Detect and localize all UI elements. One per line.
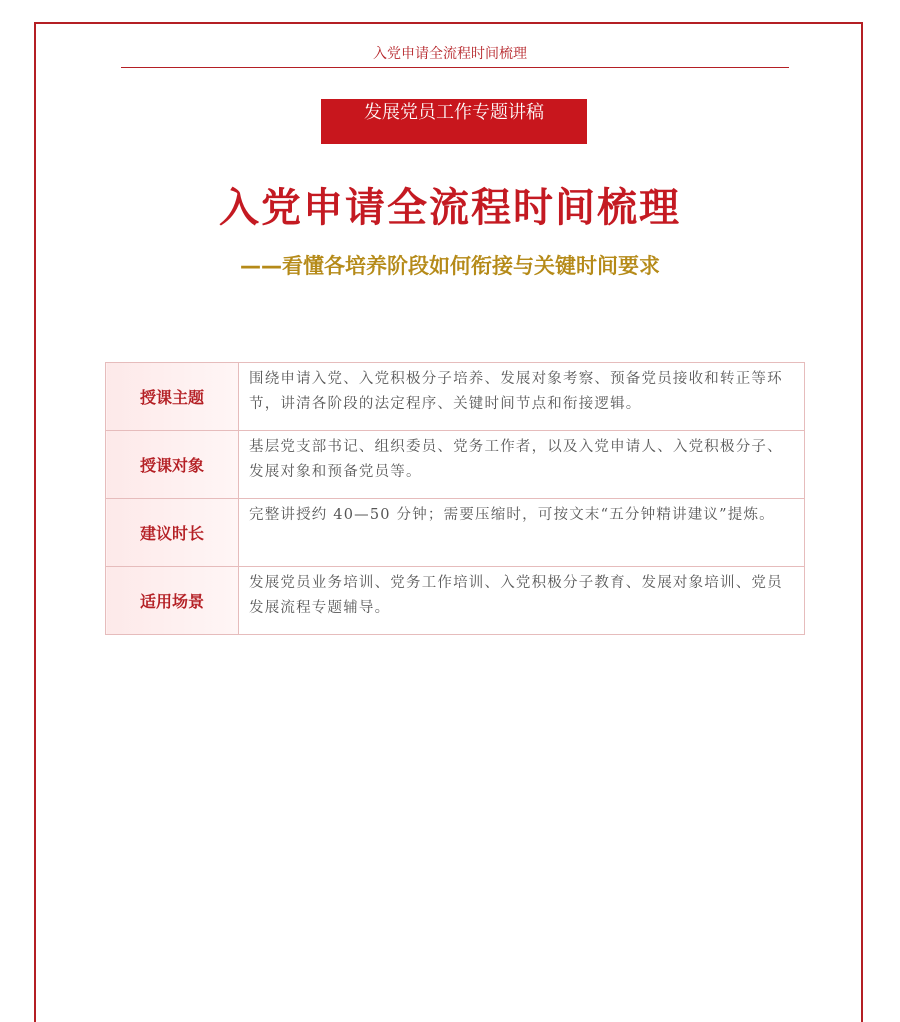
row-label-scenario: 适用场景 bbox=[106, 567, 239, 635]
page-title: 入党申请全流程时间梳理 bbox=[219, 185, 681, 231]
course-info-table bbox=[105, 362, 805, 635]
row-value-audience: 基层党支部书记、组织委员、党务工作者，以及入党申请人、入党积极分子、发展对象和预备党员等。 bbox=[239, 431, 805, 499]
row-label-audience: 授课对象 bbox=[106, 431, 239, 499]
table-row bbox=[106, 363, 805, 431]
row-label-duration: 建议时长 bbox=[106, 499, 239, 567]
row-value-duration: 完整讲授约 40—50 分钟；需要压缩时，可按文末“五分钟精讲建议”提炼。 bbox=[239, 499, 805, 567]
table-row bbox=[106, 431, 805, 499]
table-row bbox=[106, 499, 805, 567]
table-row bbox=[106, 567, 805, 635]
running-header: 入党申请全流程时间梳理 bbox=[373, 46, 527, 62]
row-value-scenario: 发展党员业务培训、党务工作培训、入党积极分子教育、发展对象培训、党员发展流程专题辅导。 bbox=[239, 567, 805, 635]
row-value-topic: 围绕申请入党、入党积极分子培养、发展对象考察、预备党员接收和转正等环节，讲清各阶段的法定程序、关键时间节点和衔接逻辑。 bbox=[239, 363, 805, 431]
row-label-topic: 授课主题 bbox=[106, 363, 239, 431]
document-type-tag: 发展党员工作专题讲稿 bbox=[321, 99, 587, 144]
page-subtitle: ——看懂各培养阶段如何衔接与关键时间要求 bbox=[240, 254, 660, 278]
header-rule bbox=[121, 67, 789, 68]
